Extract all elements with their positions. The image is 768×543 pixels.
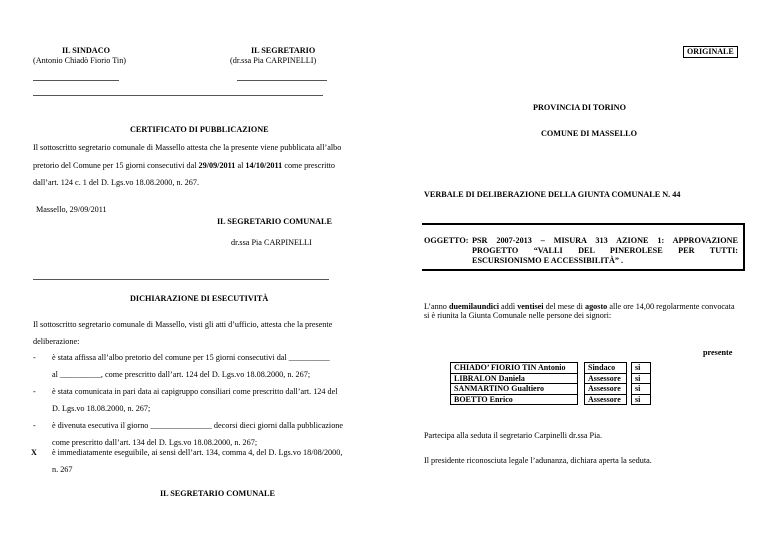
member-role: Sindaco [585, 363, 627, 374]
footer-segretario-title: IL SEGRETARIO COMUNALE [160, 489, 275, 498]
cert-end-date: 14/10/2011 [245, 161, 283, 170]
item-1-line-2: al __________, come prescritto dall’art. 124 del D. Lgs.vo 18.08.2000, n. 267; [52, 370, 311, 379]
member-present: si [632, 384, 651, 395]
item-1-mark: - [33, 353, 36, 362]
divider-line [33, 95, 323, 96]
member-present: si [632, 363, 651, 374]
item-2-line-2: D. Lgs.vo 18.08.2000, n. 267; [52, 404, 151, 413]
cert-al: al [237, 161, 244, 170]
partecipa-text: Partecipa alla seduta il segretario Carpinelli dr.ssa Pia. [424, 431, 603, 440]
member-role: Assessore [585, 384, 627, 395]
table-row [451, 363, 651, 374]
presidente-text: Il presidente riconosciuta legale l’adunanza, dichiara aperta la seduta. [424, 456, 652, 465]
table-row [451, 384, 651, 395]
member-present: si [632, 394, 651, 405]
dichiarazione-intro-2: deliberazione: [33, 337, 80, 346]
provincia-label: PROVINCIA DI TORINO [533, 103, 626, 112]
oggetto-line-2: PROGETTO “VALLI DEL PINEROLESE PER TUTTI: [472, 246, 738, 255]
cert-start-date: 29/09/2011 [198, 161, 236, 170]
table-gap [578, 373, 585, 384]
sindaco-name: (Antonio Chiadò Fiorio Tin) [33, 56, 127, 65]
signature-line-segretario [237, 80, 327, 81]
item-4-line-2: n. 267 [52, 465, 73, 474]
originale-badge: ORIGINALE [683, 46, 738, 58]
item-2-mark: - [33, 387, 36, 396]
member-name: LIBRALON Daniela [451, 373, 578, 384]
members-table [450, 362, 651, 405]
table-row [451, 373, 651, 384]
segretario-name: (dr.ssa Pia CARPINELLI) [230, 56, 317, 65]
table-gap [578, 384, 585, 395]
oggetto-line-1: PSR 2007-2013 – MISURA 313 AZIONE 1: APPROVAZIONE [472, 236, 738, 245]
place-date: Massello, 29/09/2011 [36, 205, 107, 214]
intro-part-addi: addì [499, 302, 518, 311]
member-role: Assessore [585, 373, 627, 384]
item-3-line-2: come prescritto dall’art. 134 del D. Lgs.vo 18.08.2000, n. 267; [52, 438, 258, 447]
intro-month: agosto [584, 302, 608, 311]
item-4-mark: X [31, 448, 37, 457]
oggetto-text [472, 236, 738, 266]
member-name: CHIADO’ FIORIO TIN Antonio [451, 363, 578, 374]
item-1-line-1: è stata affissa all’albo pretorio del comune per 15 giorni consecutivi dal __________ [52, 353, 330, 362]
member-present: si [632, 373, 651, 384]
intro-line-2: si è riunita la Giunta Comunale nelle persone dei signori: [424, 311, 612, 320]
intro-part-ore: alle ore 14,00 regolarmente convocata [607, 302, 735, 311]
intro-day: ventisei [517, 302, 544, 311]
dichiarazione-title: DICHIARAZIONE DI ESECUTIVITÀ [130, 294, 269, 303]
item-3-line-1: è divenuta esecutiva il giorno _______________ decorsi dieci giorni dalla pubblicazione [52, 421, 344, 430]
oggetto-label: OGGETTO: [424, 236, 469, 245]
cert-period-text: pretorio del Comune per 15 giorni consecutivi dal [33, 161, 197, 170]
cert-line-3: dall’art. 124 c. 1 del D. Lgs.vo 18.08.2000, n. 267. [33, 178, 200, 187]
item-2-line-1: è stata comunicata in pari data ai capigruppo consiliari come prescritto dall’art. 124 del [52, 387, 338, 396]
intro-part-anno: L’anno [424, 302, 449, 311]
member-name: SANMARTINO Gualtiero [451, 384, 578, 395]
table-gap [578, 394, 585, 405]
intro-part-mese: del mese di [543, 302, 585, 311]
sindaco-title: IL SINDACO [62, 46, 111, 55]
comune-label: COMUNE DI MASSELLO [541, 129, 637, 138]
segretario-title: IL SEGRETARIO [251, 46, 316, 55]
segretario-comunale-name: dr.ssa Pia CARPINELLI [231, 238, 312, 247]
cert-line-1: Il sottoscritto segretario comunale di Massello attesta che la presente viene pubblicata all’albo [33, 143, 342, 152]
oggetto-line-3: ESCURSIONISMO E ACCESSIBILITÀ” . [472, 256, 624, 265]
segretario-comunale-title: IL SEGRETARIO COMUNALE [217, 217, 332, 226]
oggetto-top-border [422, 223, 745, 225]
cert-prescritto: come prescritto [284, 161, 336, 170]
table-gap [578, 363, 585, 374]
cert-line-2 [33, 161, 335, 171]
presente-label: presente [703, 348, 733, 357]
item-4-line-1: è immediatamente eseguibile, ai sensi dell’art. 134, comma 4, del D. Lgs.vo 18/08/2000, [52, 448, 343, 457]
table-row [451, 394, 651, 405]
signature-line-sindaco [33, 80, 119, 81]
signature-line-segretario-comunale [33, 279, 329, 280]
verbale-title: VERBALE DI DELIBERAZIONE DELLA GIUNTA COMUNALE N. 44 [424, 190, 681, 199]
oggetto-bottom-border [422, 269, 745, 271]
member-name: BOETTO Enrico [451, 394, 578, 405]
oggetto-right-border [743, 223, 745, 270]
dichiarazione-intro: Il sottoscritto segretario comunale di Massello, visti gli atti d’ufficio, attesta che la presente [33, 320, 333, 329]
intro-year: duemilaundici [448, 302, 499, 311]
cert-title: CERTIFICATO DI PUBBLICAZIONE [130, 125, 269, 134]
item-3-mark: - [33, 421, 36, 430]
member-role: Assessore [585, 394, 627, 405]
